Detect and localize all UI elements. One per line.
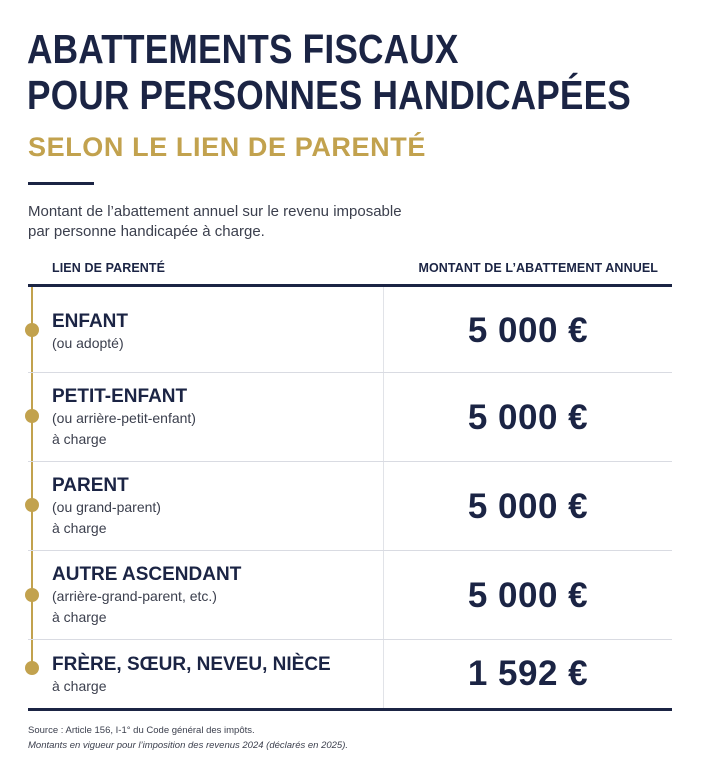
amount-value: 5 000 € (467, 487, 589, 526)
amount-value: 5 000 € (467, 311, 589, 350)
amount-value: 5 000 € (467, 576, 589, 615)
amount-value: 1 592 € (467, 654, 589, 693)
relation-name: ENFANT (52, 311, 128, 332)
validity-note: Montants en vigueur pour l’imposition des revenus 2024 (déclarés en 2025). (28, 740, 349, 751)
abatement-table (28, 258, 672, 711)
column-header-relation: LIEN DE PARENTÉ (52, 261, 166, 275)
amount-value: 5 000 € (467, 398, 589, 437)
relation-name: AUTRE ASCENDANT (52, 564, 242, 585)
table-header (28, 258, 672, 287)
relation-name: PARENT (52, 475, 129, 496)
relation-detail: (arrière-grand-parent, etc.) (52, 588, 217, 604)
intro-line-1: Montant de l’abattement annuel sur le revenu imposable (28, 203, 402, 220)
source-note: Source : Article 156, I-1° du Code général des impôts. (28, 725, 255, 736)
page-subtitle: SELON LE LIEN DE PARENTÉ (28, 132, 426, 162)
table-row (28, 640, 672, 711)
relation-cell (52, 474, 161, 539)
intro-line-2: par personne handicapée à charge. (28, 223, 265, 240)
relation-detail: à charge (52, 431, 107, 447)
title-line-1: ABATTEMENTS FISCAUX (27, 26, 459, 72)
page-title (27, 26, 631, 118)
accent-divider (28, 182, 94, 185)
table-row (28, 287, 672, 373)
table-row (28, 462, 672, 551)
relation-detail: (ou adopté) (52, 335, 124, 351)
footnote (28, 723, 348, 753)
relation-name: FRÈRE, SŒUR, NEVEU, NIÈCE (52, 654, 331, 675)
relation-detail: à charge (52, 609, 107, 625)
table-body (28, 287, 672, 711)
relation-detail: (ou grand-parent) (52, 499, 161, 515)
relation-detail: à charge (52, 678, 107, 694)
column-header-amount: MONTANT DE L’ABATTEMENT ANNUEL (418, 261, 658, 275)
relation-detail: (ou arrière-petit-enfant) (52, 410, 196, 426)
intro-text (28, 202, 488, 242)
relation-name: PETIT-ENFANT (52, 386, 188, 407)
table-row (28, 373, 672, 462)
timeline-dot (25, 661, 39, 675)
relation-detail: à charge (52, 520, 107, 536)
timeline-dot (25, 409, 39, 423)
timeline-dot (25, 323, 39, 337)
timeline-dot (25, 498, 39, 512)
table-row (28, 551, 672, 640)
relation-cell (52, 385, 196, 450)
relation-cell (52, 310, 128, 354)
relation-cell (52, 563, 241, 628)
timeline-dot (25, 588, 39, 602)
relation-cell (52, 653, 331, 697)
title-line-2: POUR PERSONNES HANDICAPÉES (27, 72, 632, 118)
